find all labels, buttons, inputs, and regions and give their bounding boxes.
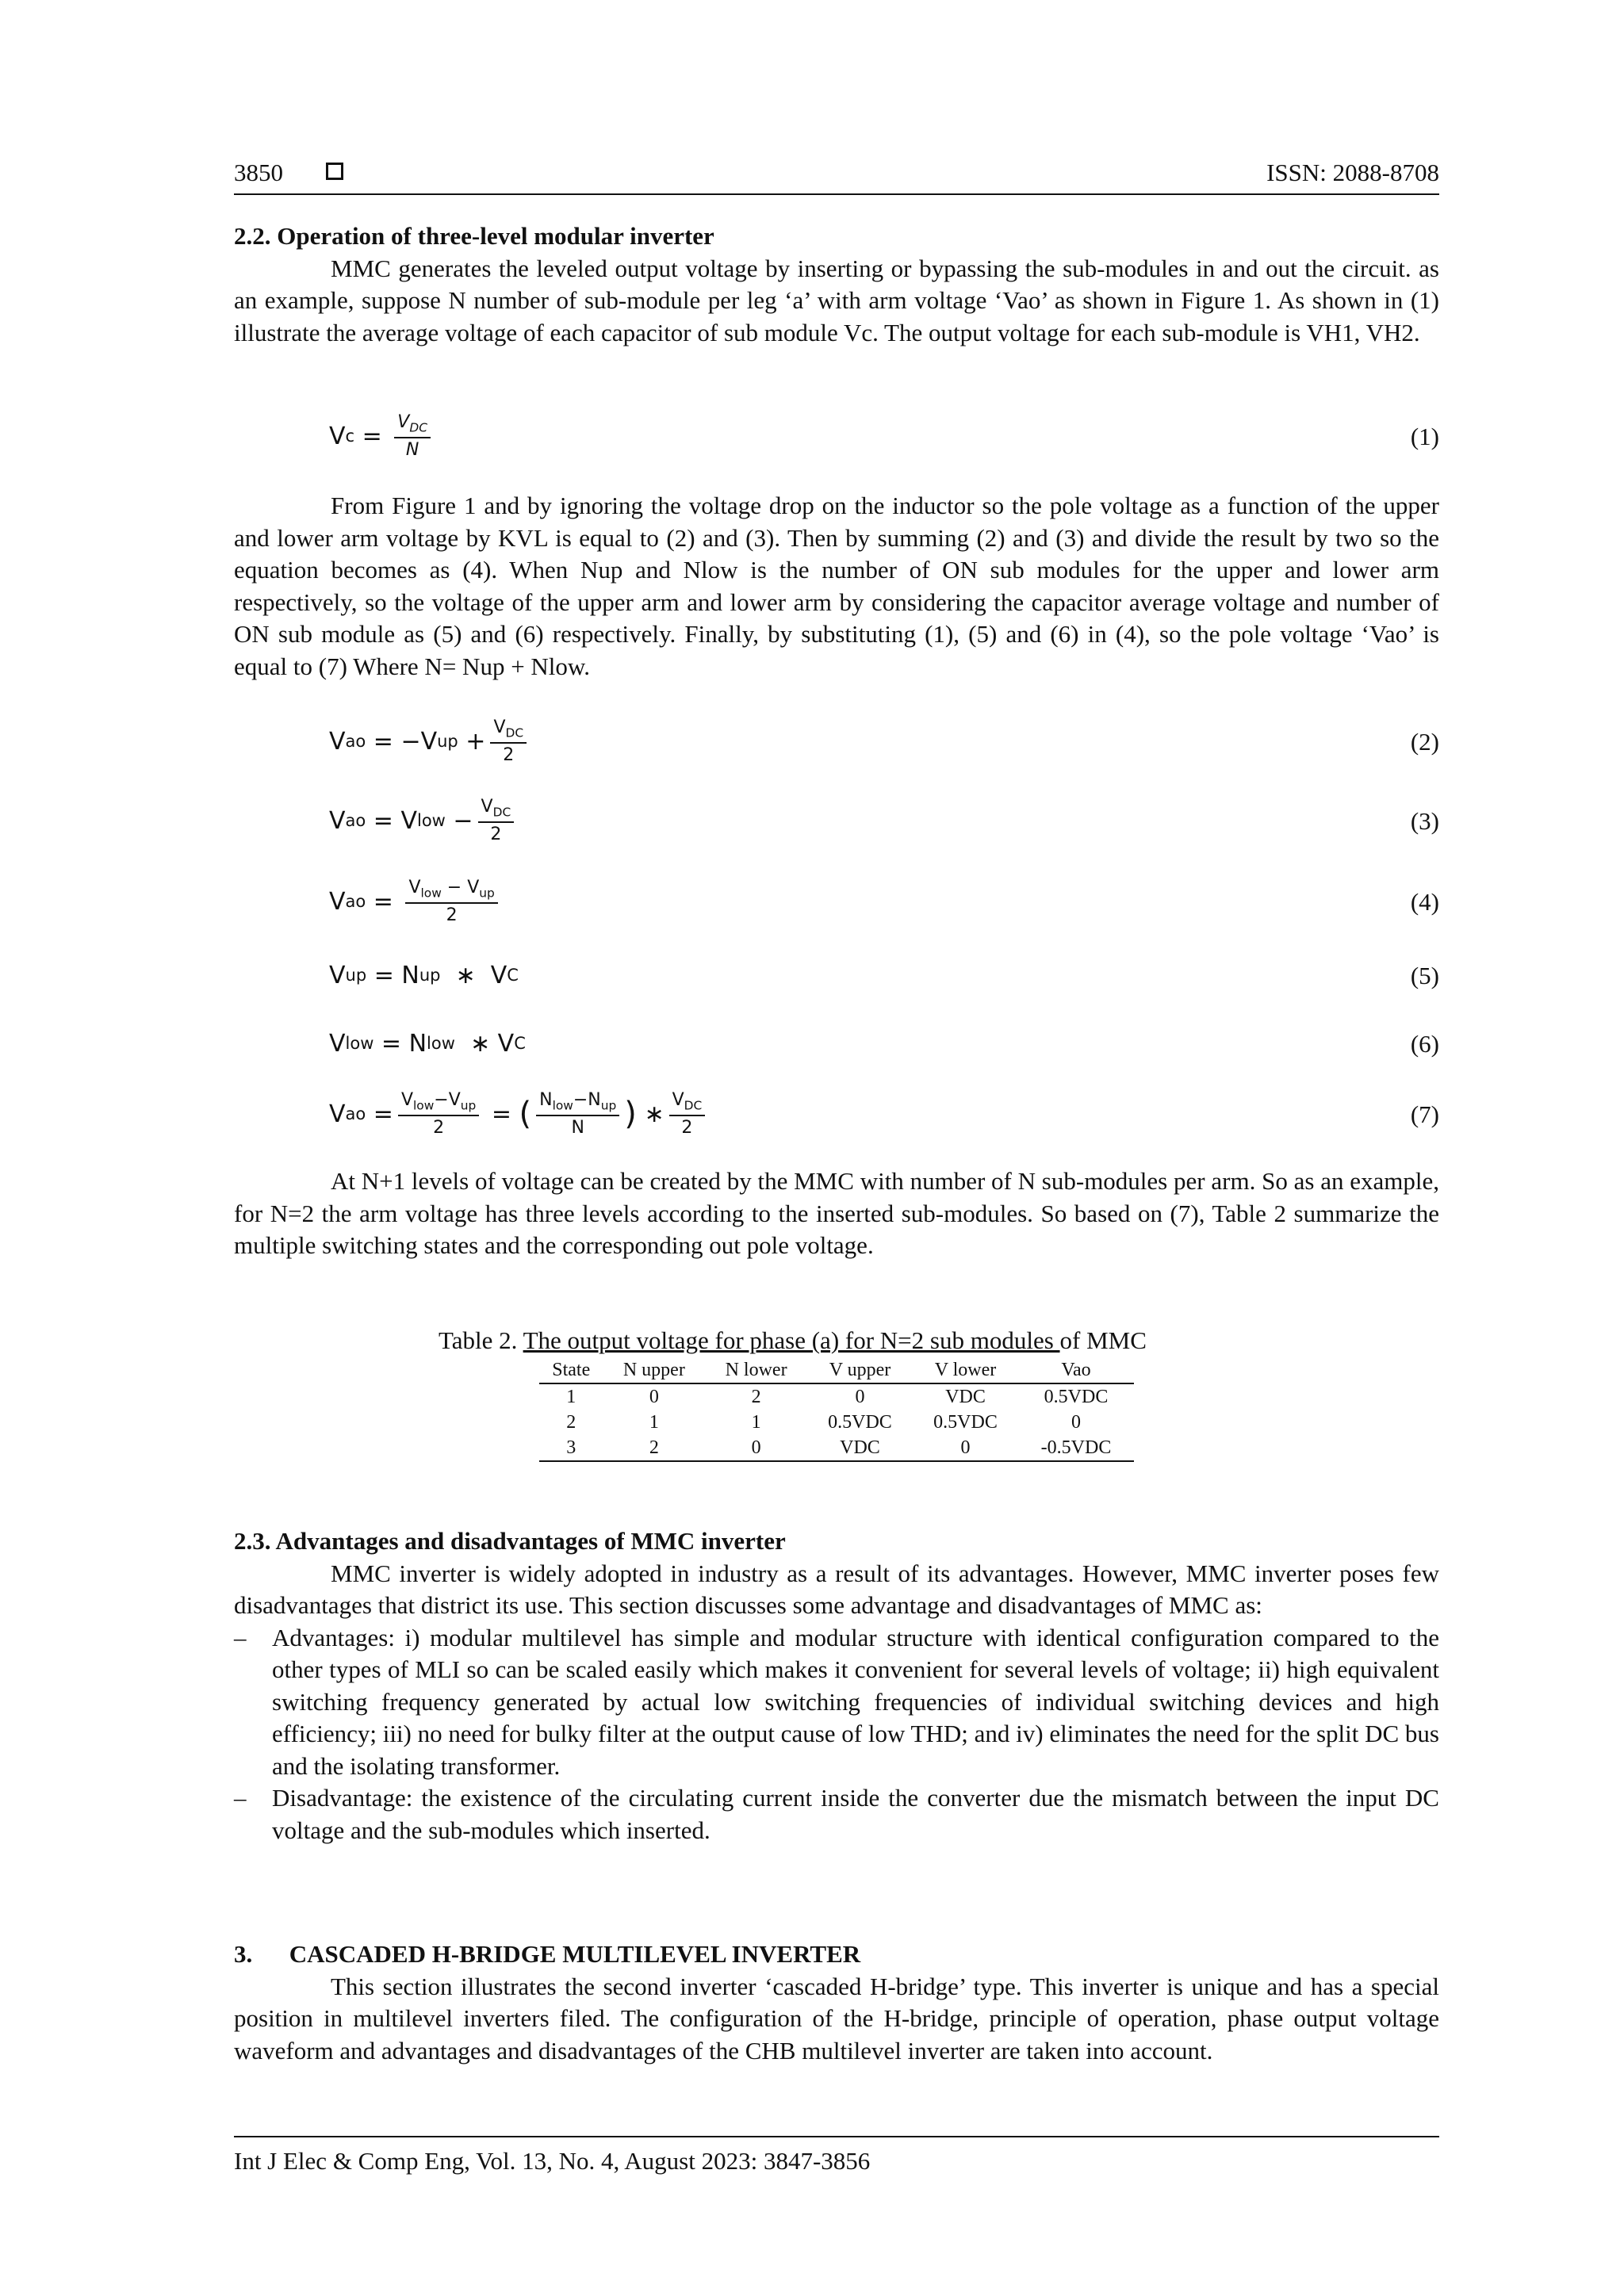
section-3 [234,1938,1439,2067]
equation-expression: V ao = $\frac{V_{low}-V_{up}}{2}$ = ( $\frac{N_{low}-N_{up}}{N}$ ) ∗ $\frac{V_{DC}}{2}$ [329,1086,710,1142]
paragraph: This section illustrates the second inverter ‘cascaded H-bridge’ type. This inverter is unique and has a special position in multilevel inverters filed. The configuration of the H-bridge, principle of operation, phase output voltage waveform and advantages and disadvantages of the CHB multilevel inverter are taken into account. [234,1972,1439,2064]
footer-rule [234,2136,1439,2137]
table-cell: -0.5VDC [1018,1435,1134,1461]
table-cell: 0 [705,1435,807,1461]
table-header: Vao [1018,1357,1134,1383]
list-item-text: Advantages: i) modular multilevel has simple and modular structure with identical configuration compared to the other types of MLI so can be scaled easily which makes it convenient for several levels of voltage; ii) high equivalent switching frequency generated by actual low switching frequencies of individual switching devices and high efficiency; iii) no need for bulky filter at the output cause of low THD; and iv) eliminates the need for the split DC bus and the isolating transformer. [272,1623,1439,1780]
data-table [539,1357,1134,1462]
table-cell: 1 [566,1387,576,1407]
table-caption-prefix: Table 2. [439,1326,523,1354]
table-cell: 2 [603,1435,705,1461]
dash-marker: – [234,1784,247,1812]
equation-7 [329,1086,1439,1142]
bullet-list [234,1622,1439,1847]
header-rule [234,193,1439,195]
equation-expression: V c = $\frac{V_{DC}}{N}$ [329,408,435,464]
issn: ISSN: 2088-8708 [1266,159,1439,186]
page-footer: Int J Elec & Comp Eng, Vol. 13, No. 4, August 2023: 3847-3856 [234,2147,871,2175]
equation-expression: V ao = V low − $\frac{V_{DC}}{2}$ [329,793,519,848]
table-cell: 0 [649,1387,659,1407]
table-caption-title: The output voltage for phase (a) for N=2 sub modules [523,1326,1060,1354]
dash-marker: – [234,1623,247,1651]
equation-expression: V up = N up ∗ V C [329,961,519,989]
section-2-2-tail [234,1165,1439,1262]
list-item [234,1782,1439,1846]
equation-number: (7) [1410,1100,1439,1128]
table-header: N lower [705,1357,807,1383]
section-2-3 [234,1525,1439,1846]
table-header: State [539,1357,603,1383]
table-cell: 0 [913,1435,1018,1461]
equation-expression: V ao = $\frac{V_{low} - V_{up}}{2}$ [329,874,503,929]
page-header [234,155,1439,192]
table-caption-suffix: of MMC [1059,1326,1147,1354]
equation-number: (4) [1410,888,1439,916]
equation-6 [329,1016,1439,1071]
square-icon [326,163,343,180]
table-header: N upper [603,1357,705,1383]
list-item-text: Disadvantage: the existence of the circulating current inside the converter due the mismatch between the input DC voltage and the sub-modules which inserted. [272,1784,1439,1844]
paragraph: MMC generates the leveled output voltage by inserting or bypassing the sub-modules in and out the circuit. as an example, suppose N number of sub-module per leg ‘a’ with arm voltage ‘Vao’ as shown in Figure 1. As shown in (1) illustrate the average voltage of each capacitor of sub module Vc. The output voltage for each sub-module is VH1, VH2. [234,254,1439,346]
table-cell: 0.5VDC [1044,1387,1109,1407]
table-row [539,1410,1134,1435]
table-caption [439,1326,1147,1355]
table-header: V lower [913,1357,1018,1383]
page-number: 3850 [234,159,283,186]
table-cell: 1 [751,1412,761,1433]
section-2-2-body [234,490,1439,683]
table-header-row [539,1357,1134,1383]
equation-2 [329,714,1439,769]
table-cell: 0.5VDC [828,1412,892,1433]
table-cell: 3 [539,1435,603,1461]
equation-number: (2) [1410,728,1439,756]
section-2-2 [234,220,1439,349]
table-header: V upper [807,1357,913,1383]
equation-expression: V low = N low ∗ V C [329,1029,526,1058]
list-item [234,1622,1439,1783]
equation-expression: V ao = −V up + $\frac{V_{DC}}{2}$ [329,714,531,769]
table-cell: VDC [807,1435,913,1461]
table-cell: VDC [945,1387,986,1407]
equation-number: (6) [1410,1030,1439,1058]
equation-number: (3) [1410,807,1439,835]
table-cell: 1 [649,1412,659,1433]
equation-4 [329,874,1439,929]
equation-number: (5) [1410,962,1439,989]
section-heading: 2.3. Advantages and disadvantages of MMC inverter [234,1527,786,1555]
table-cell: 0 [855,1387,865,1407]
table-row [539,1383,1134,1410]
table-cell: 2 [751,1387,761,1407]
table-cell: 2 [566,1412,576,1433]
equation-number: (1) [1410,423,1439,450]
paragraph: MMC inverter is widely adopted in industry as a result of its advantages. However, MMC inverter poses few disadvantages that district its use. This section discusses some advantage and disadvantages of MMC as: [234,1559,1439,1619]
equation-1 [329,408,1439,464]
section-heading: 2.2. Operation of three-level modular inverter [234,222,714,250]
paragraph: At N+1 levels of voltage can be created by the MMC with number of N sub-modules per arm. So as an example, for N=2 the arm voltage has three levels according to the inserted sub-modules. So based on (7), Table 2 summarize the multiple switching states and the corresponding out pole voltage. [234,1167,1439,1259]
table-cell: 0.5VDC [933,1412,998,1433]
paragraph: From Figure 1 and by ignoring the voltage drop on the inductor so the pole voltage as a function of the upper and lower arm voltage by KVL is equal to (2) and (3). Then by summing (2) and (3) and divide the result by two so the equation becomes as (4). When Nup and Nlow is the number of ON sub modules for the upper and lower arm respectively, so the voltage of the upper arm and lower arm by considering the capacitor average voltage and number of ON sub module as (5) and (6) respectively. Finally, by substituting (1), (5) and (6) in (4), so the pole voltage ‘Vao’ is equal to (7) Where N= Nup + Nlow. [234,492,1439,680]
equation-3 [329,793,1439,848]
equation-5 [329,947,1439,1003]
table-cell: 0 [1071,1412,1082,1433]
section-heading: 3. CASCADED H-BRIDGE MULTILEVEL INVERTER [234,1940,861,1968]
table-row [539,1435,1134,1461]
